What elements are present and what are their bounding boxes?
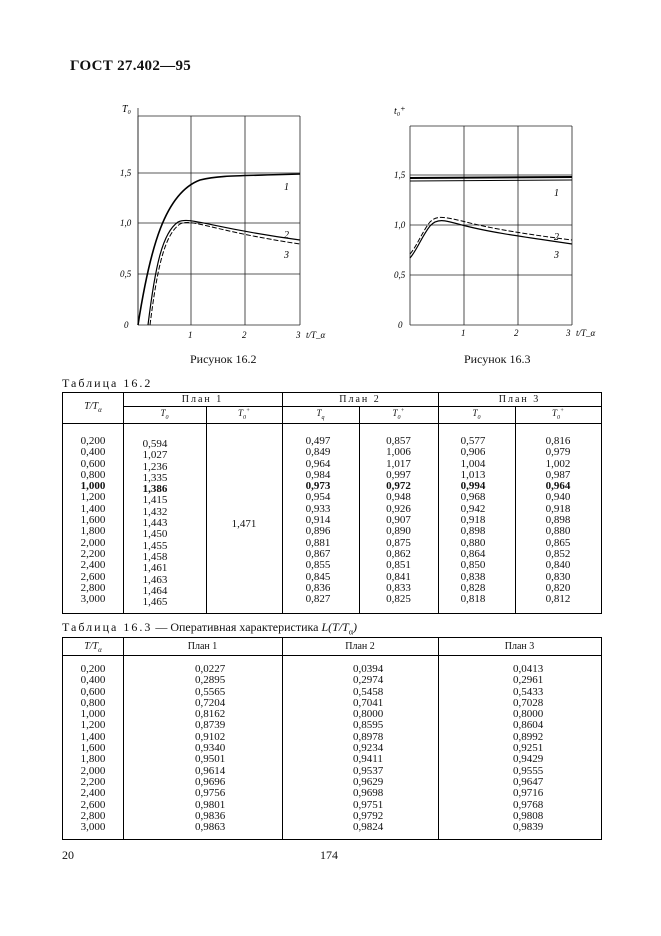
table-16-2-plan-3-header: План 3	[498, 394, 541, 405]
table-cell: 0,836	[305, 581, 331, 594]
figure-left-y-tick: 0,5	[120, 269, 132, 279]
table-cell: 3,000	[80, 821, 106, 834]
table-cell: 2,600	[80, 570, 106, 583]
table-cell: 0,9836	[195, 809, 226, 822]
figure-right-curve-label: 2	[554, 232, 559, 243]
table-cell: 0,890	[386, 525, 411, 538]
table-cell: 0,845	[305, 570, 331, 583]
table-cell: 0,852	[545, 547, 571, 560]
table-cell: 0,833	[386, 581, 411, 594]
table-cell: 0,2895	[195, 674, 226, 687]
figure-left-y-tick: 1,5	[120, 168, 132, 178]
figure-left-curves	[138, 174, 300, 325]
table-cell: 0,8604	[513, 719, 544, 732]
table-16-2-plan1-t0plus: 1,471	[231, 518, 257, 530]
figure-right-curve-label: 1	[554, 188, 559, 199]
figure-left-x-axis-label: t/T_α	[306, 330, 326, 340]
table-cell: 0,865	[545, 536, 571, 549]
figure-right-y-tick: 1,0	[394, 220, 406, 230]
table-16-2-subheader: $T_0^+$	[237, 408, 251, 421]
table-cell: 1,006	[386, 446, 411, 459]
figure-right-x-tick: 3	[566, 328, 571, 338]
table-cell: 0,5458	[353, 685, 384, 698]
figure-right-caption: Рисунок 16.3	[464, 352, 531, 366]
table-cell: 1,443	[142, 517, 168, 530]
table-cell: 1,415	[142, 494, 168, 507]
table-cell: 1,386	[142, 483, 168, 496]
table-cell: 0,9824	[353, 821, 384, 834]
table-cell: 0,825	[386, 593, 411, 606]
table-cell: 0,800	[80, 696, 106, 709]
figure-right-curve-label: 3	[554, 250, 559, 261]
table-16-2-plan-2-header: План 2	[339, 394, 381, 405]
table-cell: 1,461	[142, 562, 168, 575]
table-cell: 1,236	[142, 460, 168, 473]
table-cell: 0,9614	[195, 764, 226, 777]
table-cell: 1,400	[80, 730, 106, 743]
table-16-2-ratio-header: $T/T_\alpha$	[84, 401, 102, 414]
table-cell: 0,972	[386, 480, 411, 493]
figure-right-x-axis-label: t/T_α	[576, 328, 596, 338]
table-16-3	[62, 637, 602, 840]
table-cell: 1,027	[142, 449, 168, 462]
table-cell: 0,9716	[513, 787, 544, 800]
figure-left-x-tick: 1	[188, 330, 193, 340]
table-16-2-column-plan3-t0	[439, 436, 507, 605]
table-cell: 0,914	[305, 514, 331, 527]
table-cell: 0,7028	[513, 696, 544, 709]
table-cell: 0,9751	[353, 798, 384, 811]
figure-left-x-tick: 2	[242, 330, 247, 340]
footer-page-left: 20	[62, 848, 74, 862]
table-cell: 0,594	[142, 438, 168, 450]
table-cell: 0,864	[460, 547, 486, 560]
table-cell: 2,400	[80, 559, 106, 572]
table-16-2-column-plan2-t0plus	[359, 436, 438, 605]
figure-right	[382, 98, 612, 348]
table-cell: 1,400	[80, 502, 106, 515]
table-cell: 0,5565	[195, 685, 226, 698]
table-cell: 0,906	[460, 446, 486, 459]
figure-left-curve-label: 1	[284, 182, 289, 193]
table-cell: 0,8992	[513, 730, 544, 743]
table-cell: 0,600	[80, 685, 106, 698]
table-cell: 0,200	[80, 435, 106, 447]
figure-right-curves	[410, 177, 572, 258]
table-cell: 1,000	[80, 480, 106, 493]
table-16-3-plan-1-header: План 1	[187, 641, 218, 652]
table-cell: 0,812	[545, 593, 571, 606]
table-cell: 1,200	[80, 491, 106, 504]
table-cell: 2,200	[80, 547, 106, 560]
table-cell: 1,600	[80, 742, 106, 755]
table-16-2-subheader: $T_q$	[316, 408, 325, 421]
figure-left-caption: Рисунок 16.2	[190, 352, 257, 366]
table-cell: 0,880	[545, 525, 571, 538]
table-cell: 0,820	[545, 581, 571, 594]
figure-left-y-axis-label: T₀	[122, 104, 132, 115]
table-cell: 0,7204	[195, 696, 226, 709]
table-16-2-subheader: $T_0$	[160, 408, 169, 421]
table-cell: 0,497	[305, 435, 331, 447]
table-cell: 0,875	[386, 536, 411, 549]
table-cell: 0,8000	[513, 708, 544, 721]
table-16-2-column-plan3-t0plus	[515, 436, 601, 605]
table-cell: 1,800	[80, 525, 106, 538]
figure-right-x-tick: 2	[514, 328, 519, 338]
figure-left-curve-label: 2	[284, 230, 289, 241]
table-cell: 0,968	[460, 491, 486, 504]
table-cell: 0,400	[80, 446, 106, 459]
table-cell: 0,828	[460, 581, 486, 594]
table-16-2-plan-1-header: План 1	[181, 394, 224, 405]
table-cell: 0,849	[305, 446, 331, 459]
table-cell: 0,9501	[195, 753, 226, 766]
table-cell: 0,8000	[353, 708, 384, 721]
figure-left-curve-label: 3	[284, 250, 289, 261]
table-cell: 2,800	[80, 581, 106, 594]
table-cell: 0,8162	[195, 708, 226, 721]
table-cell: 1,800	[80, 753, 106, 766]
table-cell: 0,9537	[353, 764, 384, 777]
table-cell: 0,954	[305, 491, 331, 504]
table-cell: 0,926	[386, 502, 411, 515]
table-cell: 0,577	[460, 435, 486, 447]
table-16-3-plan-3-header: План 3	[504, 641, 535, 652]
table-cell: 0,933	[305, 502, 331, 515]
table-cell: 0,9801	[195, 798, 226, 811]
table-cell: 0,9768	[513, 798, 544, 811]
table-cell: 0,8739	[195, 719, 226, 732]
table-cell: 1,455	[142, 539, 168, 552]
table-cell: 0,896	[305, 525, 331, 538]
table-cell: 0,942	[460, 502, 486, 515]
table-16-2-subheader: $T_0^+$	[392, 408, 405, 421]
table-cell: 1,463	[142, 573, 168, 586]
table-16-2	[62, 392, 602, 614]
figure-right-y-axis-label: t₀⁺	[394, 106, 406, 117]
table-cell: 0,816	[545, 435, 571, 447]
table-cell: 0,973	[305, 480, 331, 493]
table-cell: 0,9808	[513, 809, 544, 822]
table-cell: 0,0413	[513, 663, 544, 675]
table-cell: 2,800	[80, 809, 106, 822]
table-cell: 0,948	[386, 491, 411, 504]
table-cell: 0,997	[386, 468, 411, 481]
table-16-3-caption: Таблица 16.3 — Оперативная характеристика $L(T/T_\alpha)$	[62, 620, 358, 637]
table-cell: 0,9555	[513, 764, 544, 777]
table-16-2-column-plan2-tq	[285, 436, 351, 605]
table-cell: 2,000	[80, 764, 106, 777]
table-cell: 1,432	[142, 505, 168, 518]
table-cell: 0,964	[305, 457, 331, 470]
table-cell: 0,800	[80, 468, 106, 481]
figure-right-grid	[410, 126, 572, 325]
table-cell: 0,7041	[353, 696, 384, 709]
table-cell: 1,450	[142, 528, 168, 541]
table-cell: 0,9340	[195, 742, 226, 755]
table-cell: 1,017	[386, 457, 411, 470]
table-cell: 0,0394	[353, 663, 384, 675]
document-header: ГОСТ 27.402—95	[70, 58, 192, 74]
table-cell: 0,838	[460, 570, 486, 583]
table-cell: 0,2974	[353, 674, 384, 687]
footer-page-center: 174	[320, 848, 338, 862]
table-cell: 0,2961	[513, 674, 544, 687]
table-cell: 0,9102	[195, 730, 226, 743]
table-cell: 1,465	[142, 596, 168, 609]
table-cell: 0,918	[460, 514, 486, 527]
table-cell: 0,9234	[353, 742, 384, 755]
table-cell: 0,898	[460, 525, 486, 538]
figure-right-y-tick: 0	[398, 320, 403, 330]
table-16-2-subheader: $T_0^+$	[551, 408, 565, 421]
table-cell: 2,400	[80, 787, 106, 800]
table-cell: 0,9839	[513, 821, 544, 834]
table-cell: 0,880	[460, 536, 486, 549]
table-16-2-column-ratio	[65, 436, 121, 605]
table-16-3-plan-2-header: План 2	[345, 641, 375, 652]
table-16-2-subheader: $T_0$	[472, 408, 481, 421]
table-cell: 0,830	[545, 570, 571, 583]
table-cell: 0,9251	[513, 742, 544, 755]
figure-left-x-tick: 3	[296, 330, 301, 340]
table-cell: 0,898	[545, 514, 571, 527]
figure-left-y-tick: 0	[124, 320, 129, 330]
table-cell: 0,907	[386, 514, 411, 527]
figure-left-grid	[138, 108, 300, 325]
table-cell: 1,002	[545, 457, 571, 470]
table-cell: 3,000	[80, 593, 106, 606]
table-cell: 0,994	[460, 480, 486, 493]
table-cell: 0,9429	[513, 753, 544, 766]
table-cell: 1,600	[80, 514, 106, 527]
figure-right-x-tick: 1	[461, 328, 466, 338]
table-cell: 0,979	[545, 446, 571, 459]
table-cell: 0,918	[545, 502, 571, 515]
table-cell: 1,013	[460, 468, 486, 481]
table-cell: 0,5433	[513, 685, 544, 698]
table-16-2-column-plan1-t0	[125, 439, 185, 608]
table-cell: 1,000	[80, 708, 106, 721]
table-cell: 1,200	[80, 719, 106, 732]
table-16-2-caption: Таблица 16.2	[62, 376, 153, 390]
table-cell: 0,827	[305, 593, 331, 606]
table-cell: 0,9792	[353, 809, 384, 822]
table-cell: 0,818	[460, 593, 486, 606]
figure-left	[110, 98, 340, 348]
table-cell: 0,9647	[513, 775, 544, 788]
table-cell: 0,841	[386, 570, 411, 583]
table-cell: 0,8978	[353, 730, 384, 743]
table-cell: 0,9696	[195, 775, 226, 788]
table-cell: 0,984	[305, 468, 331, 481]
table-cell: 0,8595	[353, 719, 384, 732]
table-16-3-column-plan1	[195, 664, 275, 833]
table-cell: 0,940	[545, 491, 571, 504]
table-16-3-column-ratio	[65, 664, 121, 833]
table-cell: 0,200	[80, 663, 106, 675]
table-cell: 2,600	[80, 798, 106, 811]
table-cell: 0,964	[545, 480, 571, 493]
table-cell: 2,200	[80, 775, 106, 788]
table-cell: 0,9863	[195, 821, 226, 834]
table-cell: 0,850	[460, 559, 486, 572]
table-cell: 1,464	[142, 584, 168, 597]
table-cell: 0,600	[80, 457, 106, 470]
table-cell: 0,987	[545, 468, 571, 481]
table-cell: 1,004	[460, 457, 486, 470]
table-cell: 0,862	[386, 547, 411, 560]
table-cell: 0,855	[305, 559, 331, 572]
table-cell: 2,000	[80, 536, 106, 549]
table-cell: 0,0227	[195, 663, 226, 675]
table-cell: 0,851	[386, 559, 411, 572]
table-cell: 0,400	[80, 674, 106, 687]
figure-right-y-tick: 1,5	[394, 170, 406, 180]
figure-left-y-tick: 1,0	[120, 218, 132, 228]
table-16-3-column-plan3	[513, 664, 593, 833]
table-cell: 0,9756	[195, 787, 226, 800]
table-cell: 1,335	[142, 471, 168, 484]
table-cell: 0,9698	[353, 787, 384, 800]
table-cell: 0,857	[386, 435, 411, 447]
table-cell: 0,881	[305, 536, 331, 549]
table-16-3-column-plan2	[353, 664, 433, 833]
figure-right-y-tick: 0,5	[394, 270, 406, 280]
table-cell: 0,840	[545, 559, 571, 572]
table-cell: 0,9411	[353, 753, 383, 766]
table-cell: 1,458	[142, 550, 168, 563]
table-cell: 0,867	[305, 547, 331, 560]
table-16-3-ratio-header: $T/T_\alpha$	[84, 641, 102, 654]
table-cell: 0,9629	[353, 775, 384, 788]
